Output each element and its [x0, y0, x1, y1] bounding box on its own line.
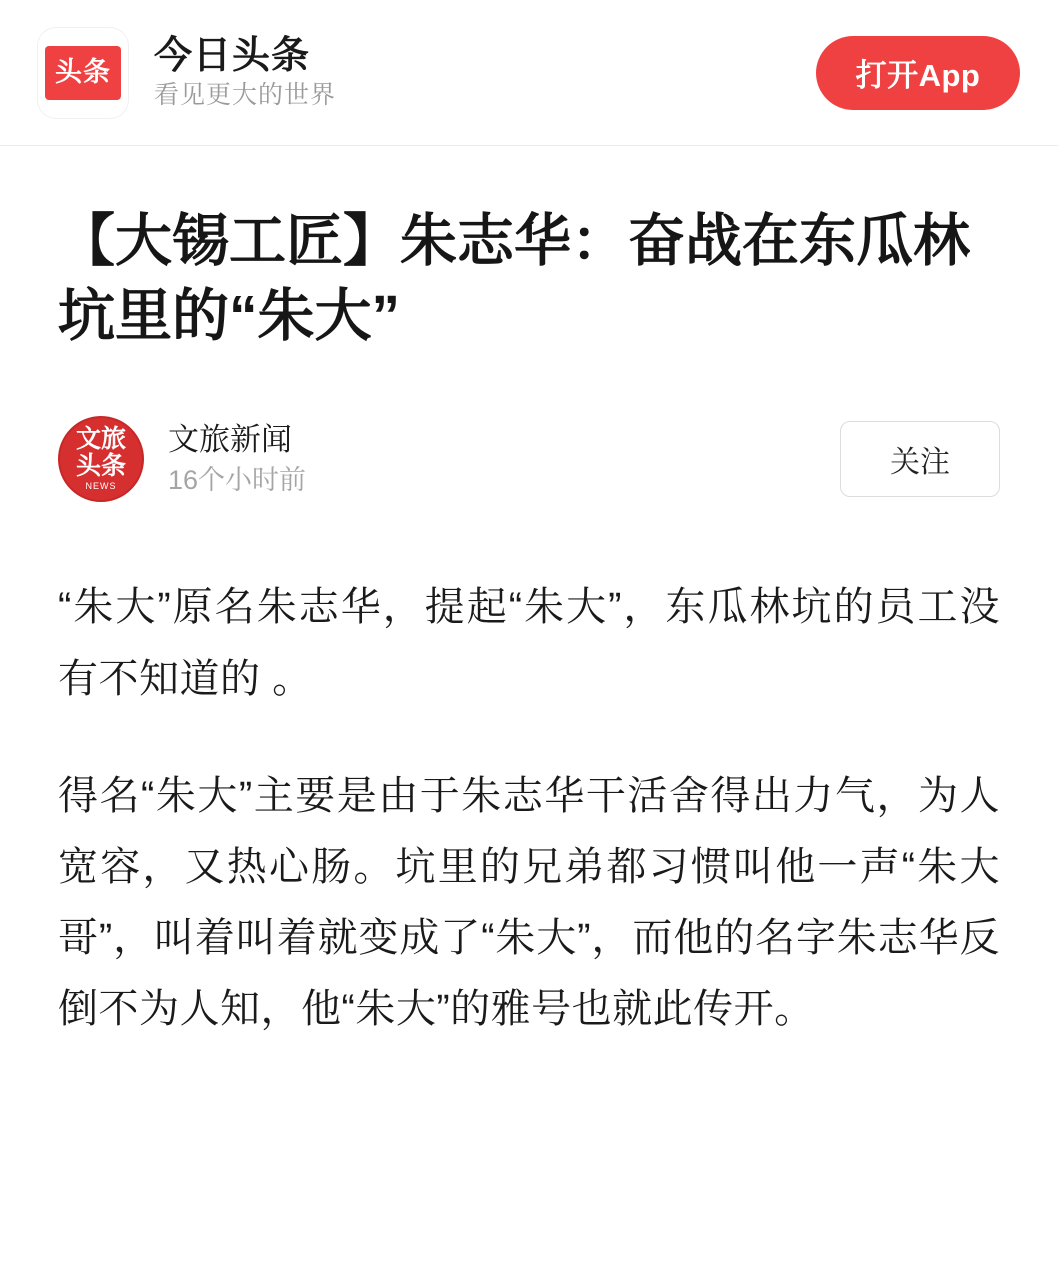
avatar-line-1: 文旅 [75, 425, 126, 454]
brand-title: 今日头条 [154, 35, 311, 77]
follow-button[interactable]: 关注 [840, 421, 1000, 497]
publish-time: 16个小时前 [168, 465, 307, 496]
avatar[interactable] [58, 416, 144, 502]
toutiao-logo-mark: 头条 [45, 46, 121, 100]
open-app-button[interactable]: 打开App [816, 36, 1020, 110]
article-meta [58, 416, 1000, 502]
brand-subtitle: 看见更大的世界 [154, 81, 337, 109]
article-body [58, 572, 1000, 1045]
avatar-line-3: NEWS [85, 481, 117, 492]
avatar-line-2: 头条 [75, 452, 126, 481]
page-title: 【大锡工匠】朱志华：奋战在东瓜林坑里的“朱大” [58, 209, 970, 349]
app-header [0, 0, 1058, 146]
brand-block[interactable] [38, 28, 336, 118]
toutiao-logo-icon [38, 28, 128, 118]
article-container [0, 146, 1058, 1046]
source-name[interactable]: 文旅新闻 [168, 422, 292, 458]
article-paragraph: “朱大”原名朱志华，提起“朱大”，东瓜林坑的员工没有不知道的 。 [58, 585, 1000, 701]
article-paragraph: 得名“朱大”主要是由于朱志华干活舍得出力气，为人宽容，又热心肠。坑里的兄弟都习惯叫他一声“朱大哥”，叫着叫着就变成了“朱大”，而他的名字朱志华反倒不为人知，他“朱大”的雅号也就此传开。 [58, 773, 1000, 1032]
source-info [168, 424, 306, 494]
brand-text [154, 37, 336, 108]
